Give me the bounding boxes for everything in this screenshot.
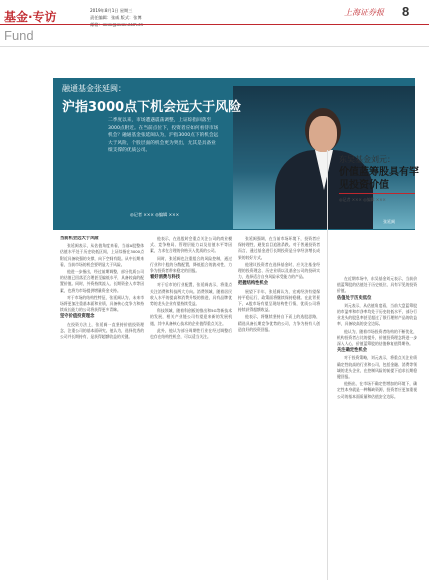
meta-line: 2019年8月1日 星期三 <box>90 8 133 13</box>
subheading: 看好消费与科技 <box>150 275 181 281</box>
subheading: 坚守价值投资理念 <box>60 314 95 320</box>
main-column-2 <box>150 236 232 580</box>
paragraph: 他认为，随着市场投资者结构的不断优化，机构投资者占比的提升，价值投资理念将进一步深入人心，价值蓝筹股的估值修复值得期待。 <box>337 328 417 347</box>
photo-caption: 张延闽 <box>383 219 395 224</box>
section-subtitle: Fund <box>4 28 34 43</box>
main-lead: 二季度以来，市场遭遇震荡调整，上证综指回落至3000点附近。在当前点位下，投资者应如何看待市场机会？融通基金张延闽认为，沪指3000点下的机会远大于风险，个股层面的机会更为突出，尤其是具备业绩支撑的优质公司。 <box>108 118 219 154</box>
main-headline: 沪指3000点下机会远大于风险 <box>62 100 242 115</box>
paragraph: 对于投资策略，刘元表示，将重点关注业绩确定性较高的行业和公司，包括金融、消费等领域的龙头企业，在控制风险的前提下追求长期稳健回报。 <box>337 355 417 380</box>
side-column <box>337 276 417 580</box>
side-rule <box>339 193 415 194</box>
paragraph: 对于市场的结构性特征，张延闽认为，未来市场将更加注重基本面和业绩，具备核心竞争力和持续成长能力的公司将获得更多青睐。 <box>60 294 144 313</box>
paragraph: 在投资方法上，张延闽一直坚持价值投资理念，注重公司的基本面研究。他认为，选择优秀的公司并长期持有，是获得超额收益的关键。 <box>60 321 144 340</box>
paragraph: 同时，张延闽也注重组合的风险控制，通过行业和个股的分散配置，降低组合的波动性，力争为投资者带来稳定的回报。 <box>150 255 232 274</box>
header-rule <box>0 24 429 25</box>
subheading: 当前机会远大于风险 <box>60 236 99 241</box>
page-number: 8 <box>402 4 410 19</box>
side-headline: 价值蓝筹股具有罕见投资价值 <box>339 167 419 191</box>
side-byline: ◎记者 ××× ◎编辑 ××× <box>339 197 386 202</box>
paragraph: 科技领域，随着科创板的推出和5G等新技术的发展，相关产业链公司有望迎来新的发展机遇，其中具备核心技术的企业值得重点关注。 <box>150 308 232 326</box>
paragraph: 张延闽强调，在当前市场环境下，投资者应保持理性，避免盲目追涨杀跌。对于普通投资者而言，通过基金进行长期投资是分享经济增长成果的较好方式。 <box>238 236 320 260</box>
newspaper-name: 上海证券报 <box>344 8 384 17</box>
subheading: 关注确定性机会 <box>337 348 368 354</box>
paragraph: 对于后市的行业配置，张延闽表示，将重点关注消费和科技两大方向。消费领域，随着居民收入水平的提高和消费升级的推进，具有品牌优势的龙头企业有望持续受益。 <box>150 282 232 307</box>
paragraph: 刘元表示，从估值角度看，当前大盘蓝筹股的市盈率和市净率均处于历史较低水平，部分行业龙头的股息率甚至超过了银行理财产品的收益率，具备较高的安全边际。 <box>337 302 417 327</box>
main-byline: ◎记者 ××× ◎编辑 ××× <box>130 212 180 217</box>
section-name: 基金·专访 <box>4 10 57 24</box>
paragraph: 他表示，在选股时会重点关注公司的商业模式、竞争格局、管理层能力以及估值水平等因素，力求在合理的价格买入优质的公司。 <box>150 236 232 254</box>
paragraph: 他表示，将继续坚持自下而上的选股思路，精选具备长期竞争优势的公司，力争为持有人创造良好的投资回报。 <box>238 314 320 332</box>
subheading: 估值处于历史低位 <box>337 295 372 301</box>
side-kicker: 东吴基金刘元： <box>339 155 395 164</box>
paragraph: 张延闽表示，从估值角度来看，当前A股整体估值水平处于历史较低区间，上证综指在3000点附近具备较强的支撑，向下空间有限。从中长期来看，当前市场的机会要明显大于风险。 <box>60 243 144 267</box>
column-divider <box>327 150 328 580</box>
main-column-3 <box>238 236 320 580</box>
page-header <box>0 0 429 46</box>
main-column-1 <box>60 236 144 580</box>
paragraph: 他指出，在市场不确定性增加的环境下，确定性本身就是一种稀缺资源，投资者应更加重视公司的基本面质量和估值安全边际。 <box>337 381 417 399</box>
paragraph: 他建议投资者在选择基金时，应关注基金经理的投资理念、历史业绩以及基金公司的投研实力，选择适合自身风险承受能力的产品。 <box>238 261 320 280</box>
main-kicker: 融通基金张延闽： <box>62 84 126 93</box>
paragraph: 在近期市场中，东吴基金刘元表示，当前价值蓝筹股的估值处于历史低位，具有罕见的投资价值。 <box>337 276 417 294</box>
paragraph: 此外，他认为部分周期性行业在经过调整后也存在结构性机会，可以适当关注。 <box>150 327 232 340</box>
paragraph: 他进一步指出，经过前期调整，部分优质公司的估值已回落至合理甚至偏低水平，具备较高的配置价值。同时，外资持续流入、长期资金入市等因素，也将为市场提供增量资金支持。 <box>60 269 144 293</box>
header-rule-lower <box>0 46 429 47</box>
paragraph: 展望下半年，张延闽认为，宏观经济有望保持平稳运行，政策面将继续保持稳健。在此背景下，A股市场有望呈现结构性行情，优质公司将持续获得超额收益。 <box>238 288 320 313</box>
subheading: 把握结构性机会 <box>238 281 269 287</box>
meta-line: 责任编辑：张威 版式：张博 <box>90 15 142 20</box>
